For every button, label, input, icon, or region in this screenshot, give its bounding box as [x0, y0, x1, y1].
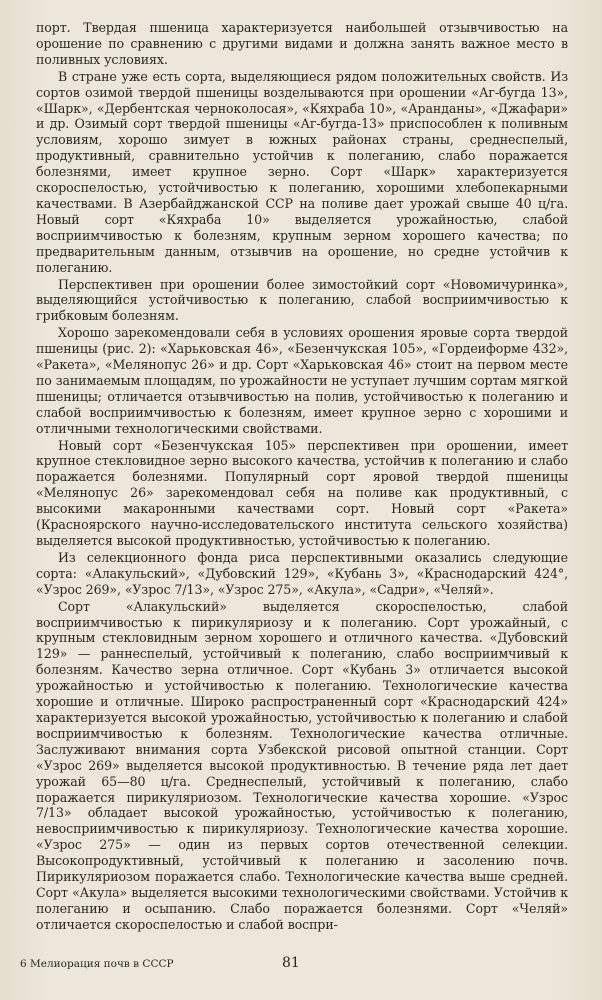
paragraph-2: В стране уже есть сорта, выделяющиеся рядом положительных свойств. Из сортов озимой твердой пшеницы возделываются при орошении «Аг-бугда 13», «Шарк», «Дербентская черноколосая», «Кяхраба 10», «Аранданы», «Джафари» и др. Озимый сорт твердой пшеницы «Аг-бугда-13» приспособлен к поливным условиям, хорошо зимует в южных районах страны, среднеспелый, продуктивный, сравнительно устойчив к полеганию, слабо поражается болезнями, имеет крупное зерно. Сорт «Шарк» характеризуется скороспелостью, устойчивостью к полеганию, хорошими хлебопекарными качествами. В Азербайджанской ССР на поливе дает урожай свыше 40 ц/га. Новый сорт «Кяхраба 10» выделяется урожайностью, слабой восприимчивостью к болезням, крупным зерном хорошего качества; по предварительным данным, отзывчив на орошение, но средне устойчив к полеганию.: [36, 68, 568, 275]
paragraph-5: Новый сорт «Безенчукская 105» перспективен при орошении, имеет крупное стекловидное зерно высокого качества, устойчив к полеганию и слабо поражается болезнями. Популярный сорт яровой твердой пшеницы «Мелянопус 26» зарекомендовал себя на поливе как продуктивный, с высокими макаронными качествами сорт. Новый сорт «Ракета» (Красноярского научно-исследовательского института сельского хозяйства) выделяется высокой продуктивностью, устойчивостью к полеганию.: [36, 437, 568, 548]
paragraph-6: Из селекционного фонда риса перспективными оказались следующие сорта: «Алакульский», «Дубовский 129», «Кубань 3», «Краснодарский 424°, «Узрос 269», «Узрос 7/13», «Узрос 275», «Акула», «Садри», «Челяй».: [36, 549, 568, 597]
printer-signature: 6 Мелиорация почв в СССР: [20, 958, 174, 970]
paragraph-4: Хорошо зарекомендовали себя в условиях орошения яровые сорта твердой пшеницы (рис. 2): «Харьковская 46», «Безенчукская 105», «Гордеиформе 432», «Ракета», «Мелянопус 26» и др. Сорт «Харьковская 46» стоит на первом месте по занимаемым площадям, по урожайности не уступает лучшим сортам мягкой пшеницы; отличается отзывчивостью на полив, устойчивостью к полеганию и слабой восприимчивостью к болезням, имеет крупное зерно с хорошими и отличными технологическими свойствами.: [36, 325, 568, 436]
paragraph-1: порт. Твердая пшеница характеризуется наибольшей отзывчивостью на орошение по сравнению с другими видами и должна занять важное место в поливных условиях.: [36, 20, 568, 67]
paragraph-3: Перспективен при орошении более зимостойкий сорт «Новомичуринка», выделяющийся устойчивостью к полеганию, слабой восприимчивостью к грибковым болезням.: [36, 276, 568, 324]
body-text: [36, 20, 568, 933]
page-footer: [20, 955, 568, 975]
page-number: 81: [282, 955, 300, 971]
paragraph-7: Сорт «Алакульский» выделяется скороспелостью, слабой восприимчивостью к пирикуляриозу и к полеганию. Сорт урожайный, с крупным стекловидным зерном хорошего и отличного качества. «Дубовский 129» — раннеспелый, устойчивый к полеганию, слабо восприимчивый к болезням. Качество зерна отличное. Сорт «Кубань 3» отличается высокой урожайностью и устойчивостью к полеганию. Технологические качества хорошие и отличные. Широко распространенный сорт «Краснодарский 424» характеризуется высокой урожайностью, устойчивостью к полеганию и слабой восприимчивостью к болезням. Технологические качества отличные. Заслуживают внимания сорта Узбекской рисовой опытной станции. Сорт «Узрос 269» выделяется высокой продуктивностью. В течение ряда лет дает урожай 65—80 ц/га. Среднеспелый, устойчивый к полеганию, слабо поражается пирикуляриозом. Технологические качества хорошие. «Узрос 7/13» обладает высокой урожайностью, устойчивостью к полеганию, невосприимчивостью к пирикуляриозу. Технологические качества хорошие. «Узрос 275» — один из первых сортов отечественной селекции. Высокопродуктивный, устойчивый к полеганию и засолению почв. Пирикуляриозом поражается слабо. Технологические качества выше средней. Сорт «Акула» выделяется высокими технологическими свойствами. Устойчив к полеганию и осыпанию. Слабо поражается болезнями. Сорт «Челяй» отличается скороспелостью и слабой воспри-: [36, 598, 568, 932]
